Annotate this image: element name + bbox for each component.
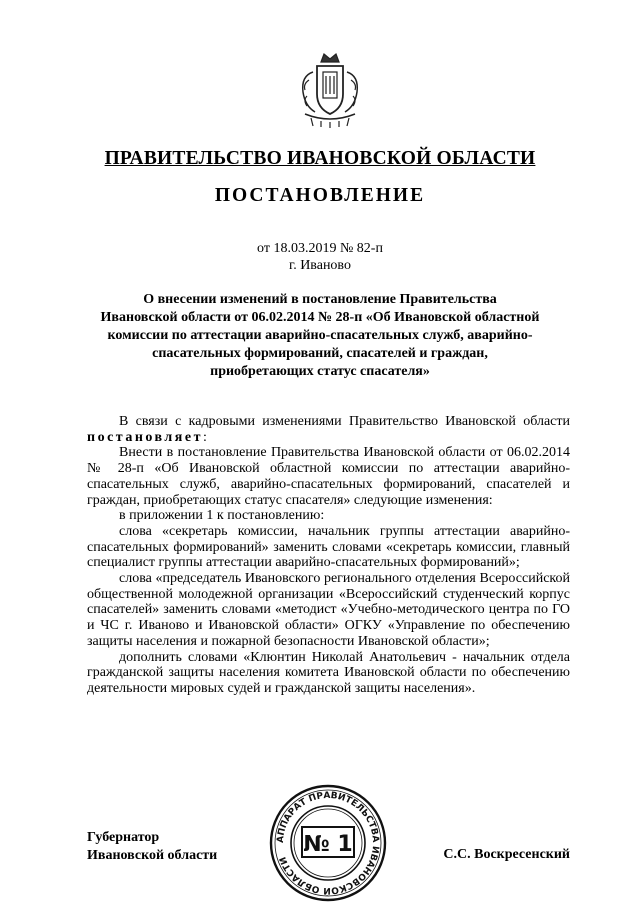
body-paragraph: слова «председатель Ивановского регионального отделения Всероссийской общественной молодежной организации «Всероссийский студенческий корпус спасателей» заменить словами «методист «Учебно-методического центра по ГО и ЧС г. Иваново и Ивановской области» ОГКУ «Управление по обеспечению защиты населения и пожарной безопасности Ивановской области»;: [87, 571, 570, 649]
body-paragraph: дополнить словами «Клюнтин Николай Анатольевич - начальник отдела гражданской защиты населения комитета Ивановской области по обеспечению деятельности мировых судей и гражданской защиты населения».: [87, 649, 570, 696]
document-date-number: от 18.03.2019 № 82-п: [257, 241, 383, 256]
stamp-number: № 1: [303, 832, 353, 857]
stamp-text: АППАРАТ ПРАВИТЕЛЬСТВА ИВАНОВСКОЙ ОБЛАСТИ: [275, 790, 381, 896]
coat-of-arms-icon: [295, 50, 365, 128]
document-subject: [70, 291, 570, 381]
body-paragraph: в приложении 1 к постановлению:: [119, 508, 325, 524]
body-paragraph: [87, 414, 570, 445]
document-city: г. Иваново: [289, 258, 351, 273]
paragraph-colon: :: [202, 429, 207, 445]
signatory-title-line: Ивановской области: [87, 848, 218, 863]
organization-name: ПРАВИТЕЛЬСТВО ИВАНОВСКОЙ ОБЛАСТИ: [104, 148, 536, 169]
body-paragraph: Внести в постановление Правительства Ивановской области от 06.02.2014 № 28-п «Об Ивановской областной комиссии по аттестации аварийно-спасательных служб, аварийно-спасательных формирований, спасателей и граждан, приобретающих статус спасателя» следующие изменения:: [87, 445, 570, 508]
subject-line: приобретающих статус спасателя»: [210, 364, 430, 379]
document-body: [87, 414, 570, 697]
subject-line: комиссии по аттестации аварийно-спасательных служб, аварийно-: [107, 328, 533, 343]
subject-line: спасательных формирований, спасателей и граждан,: [152, 346, 488, 361]
body-paragraph: слова «секретарь комиссии, начальник группы аттестации аварийно-спасательных формирований» заменить словами «секретарь комиссии, главный специалист группы аттестации аварийно-спасательных формирований»;: [87, 523, 570, 571]
signatory-name: С.С. Воскресенский: [443, 847, 570, 862]
signatory-title-line: Губернатор: [87, 830, 160, 845]
signatory-title: [87, 829, 217, 865]
document-type: ПОСТАНОВЛЕНИЕ: [214, 185, 426, 206]
official-stamp: [268, 783, 388, 903]
decree-word: постановляет: [87, 429, 203, 445]
subject-line: О внесении изменений в постановление Правительства: [143, 292, 497, 307]
subject-line: Ивановской области от 06.02.2014 № 28-п «Об Ивановской областной: [100, 310, 540, 325]
paragraph-text: В связи с кадровыми изменениями Правительство Ивановской области: [119, 414, 570, 429]
